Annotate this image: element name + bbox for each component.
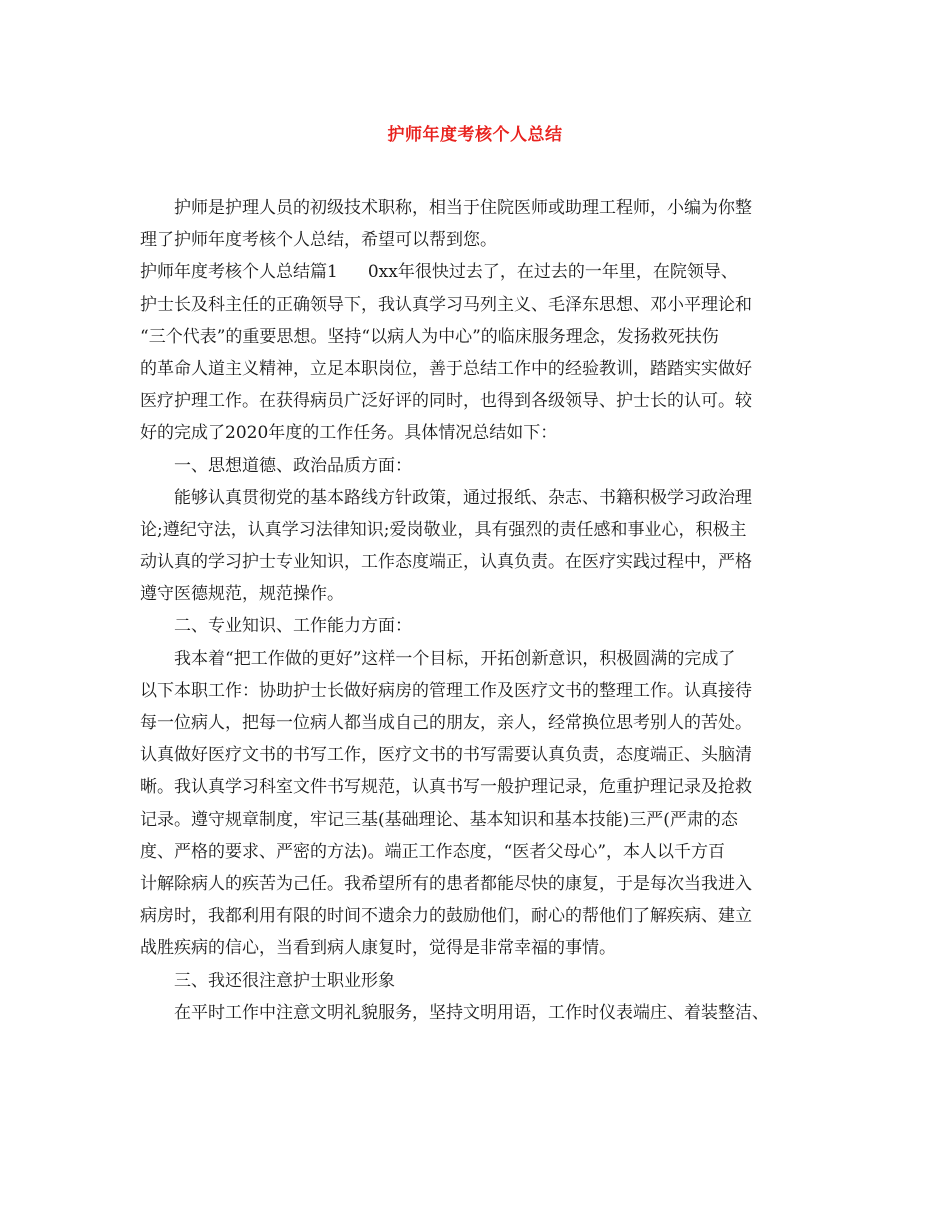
body-line-text: 认真做好医疗文书的书写工作，医疗文书的书写需要认真负责，态度端正、头脑清 (140, 745, 752, 766)
body-line-text: 理了护师年度考核个人总结，希望可以帮到您。 (140, 230, 497, 251)
body-line (140, 224, 830, 256)
body-line-text: 能够认真贯彻党的基本路线方针政策，通过报纸、杂志、书籍积极学习政治理 (174, 487, 752, 508)
body-line-text: 遵守医德规范，规范操作。 (140, 584, 344, 605)
body-line (140, 804, 830, 836)
body-line-text: 的革命人道主义精神，立足本职岗位，善于总结工作中的经验教训，踏踏实实做好 (140, 358, 752, 379)
document-body (140, 192, 830, 1029)
body-line (140, 739, 830, 771)
body-line-text: 医疗护理工作。在获得病员广泛好评的同时，也得到各级领导、护士长的认可。较 (140, 391, 752, 412)
body-line-text: “三个代表”的重要思想。坚持“以病人为中心”的临床服务理念，发扬救死扶伤 (140, 326, 719, 347)
body-line (140, 610, 830, 642)
document-title: 护师年度考核个人总结 (387, 125, 563, 145)
body-line-text: 论;遵纪守法，认真学习法律知识;爱岗敬业，具有强烈的责任感和事业心，积极主 (140, 519, 747, 540)
body-line-text: 一、思想道德、政治品质方面： (174, 455, 412, 476)
body-line-text: 记录。遵守规章制度，牢记三基(基础理论、基本知识和基本技能)三严(严肃的态 (140, 809, 738, 830)
body-line-text: 好的完成了2020年度的工作任务。具体情况总结如下： (140, 423, 558, 444)
body-line (140, 192, 830, 224)
body-line (140, 932, 830, 964)
body-line (140, 385, 830, 417)
body-line (140, 289, 830, 321)
body-line-text: 在平时工作中注意文明礼貌服务，坚持文明用语，工作时仪表端庄、着装整洁、 (174, 1002, 769, 1023)
body-line (140, 546, 830, 578)
body-line (140, 965, 830, 997)
body-line-text: 每一位病人，把每一位病人都当成自己的朋友，亲人，经常换位思考别人的苦处。 (140, 713, 752, 733)
body-line-text: 以下本职工作：协助护士长做好病房的管理工作及医疗文书的整理工作。认真接待 (140, 680, 752, 701)
body-line-text: 计解除病人的疾苦为己任。我希望所有的患者都能尽快的康复，于是每次当我进入 (140, 873, 752, 894)
body-line (140, 353, 830, 385)
body-line (140, 578, 830, 610)
body-line-text: 战胜疾病的信心，当看到病人康复时，觉得是非常幸福的事情。 (140, 938, 616, 959)
body-line (140, 771, 830, 803)
body-line-text: 护士长及科主任的正确领导下，我认真学习马列主义、毛泽东思想、邓小平理论和 (140, 294, 752, 315)
body-line-text: 度、严格的要求、严密的方法)。端正工作态度，“医者父母心”，本人以千方百 (140, 841, 726, 862)
body-line (140, 675, 830, 707)
body-line (140, 256, 830, 288)
body-line-text: 三、我还很注意护士职业形象 (174, 970, 395, 991)
body-line-tail: 0xx年很快过去了，在过去的一年里，在院领导、 (367, 262, 738, 283)
body-line (140, 707, 830, 739)
body-line (140, 450, 830, 482)
body-line (140, 900, 830, 932)
body-line (140, 643, 830, 675)
body-line-text: 护师年度考核个人总结篇1 (140, 262, 338, 283)
body-line (140, 482, 830, 514)
body-line-text: 晰。我认真学习科室文件书写规范，认真书写一般护理记录，危重护理记录及抢救 (140, 777, 752, 798)
body-line (140, 514, 830, 546)
body-line-text: 我本着“把工作做的更好”这样一个目标，开拓创新意识，积极圆满的完成了 (174, 648, 736, 669)
body-line (140, 417, 830, 449)
body-line (140, 868, 830, 900)
body-line-text: 病房时，我都利用有限的时间不遗余力的鼓励他们，耐心的帮他们了解疾病、建立 (140, 906, 752, 927)
body-line (140, 997, 830, 1029)
body-line (140, 321, 830, 353)
body-line-text: 动认真的学习护士专业知识，工作态度端正，认真负责。在医疗实践过程中，严格 (140, 552, 752, 573)
body-line-text: 二、专业知识、工作能力方面： (174, 616, 412, 637)
body-line (140, 836, 830, 868)
body-line-text: 护师是护理人员的初级技术职称，相当于住院医师或助理工程师，小编为你整 (174, 198, 752, 218)
